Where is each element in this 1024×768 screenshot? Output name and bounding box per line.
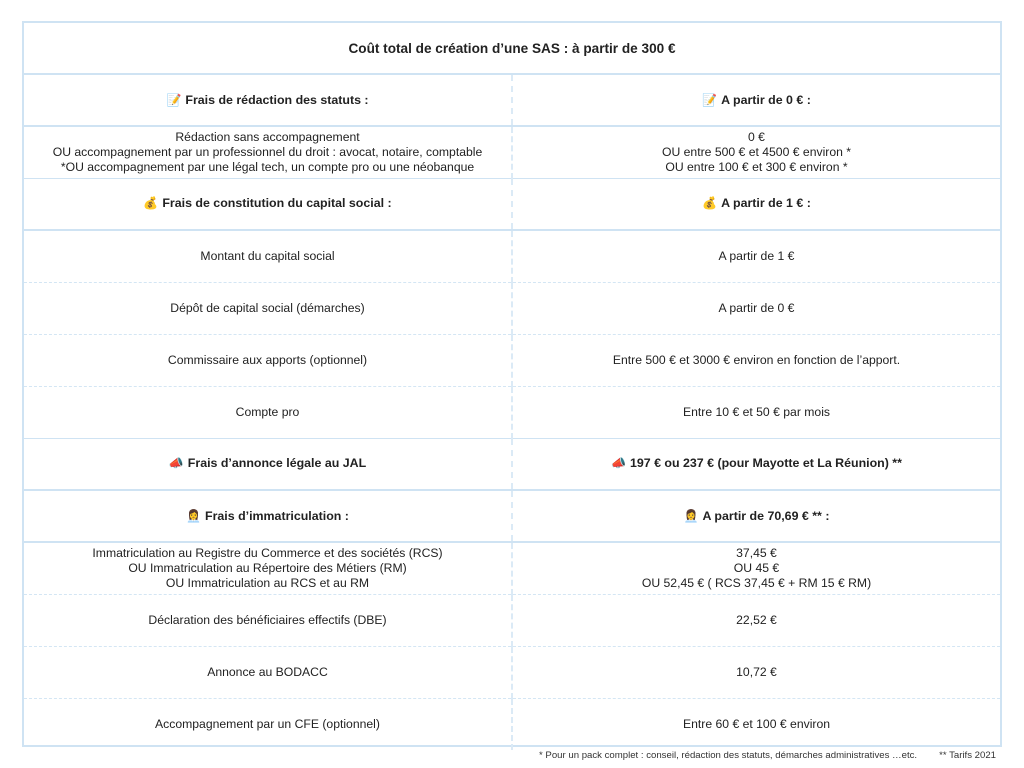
person-office-icon: 👩‍💼	[186, 508, 202, 523]
row-label: Montant du capital social	[24, 230, 512, 282]
row-label: Accompagnement par un CFE (optionnel)	[24, 698, 512, 750]
immatriculation-detail-left: Immatriculation au Registre du Commerce et des sociétés (RCS) OU Immatriculation au Répertoire des Métiers (RM) OU Immatriculation au RCS et au RM	[24, 542, 512, 594]
row-label: Déclaration des bénéficiaires effectifs (DBE)	[24, 594, 512, 646]
footer-note-pack: * Pour un pack complet : conseil, rédaction des statuts, démarches administratives …etc.	[539, 750, 918, 761]
statuts-header-right: 📝 A partir de 0 € :	[512, 74, 1000, 126]
annonce-header-right: 📣 197 € ou 237 € (pour Mayotte et La Réunion) **	[512, 438, 1000, 490]
footer-note-tarifs: ** Tarifs 2021	[939, 750, 996, 761]
section-header-capital	[24, 178, 1000, 230]
footer-notes	[539, 750, 996, 761]
money-bag-icon: 💰	[702, 196, 718, 211]
memo-icon: 📝	[166, 92, 182, 107]
table-row	[24, 386, 1000, 438]
immatriculation-header-left: 👩‍💼 Frais d’immatriculation :	[24, 490, 512, 542]
annonce-header-left: 📣 Frais d’annonce légale au JAL	[24, 438, 512, 490]
row-value: 22,52 €	[512, 594, 1000, 646]
megaphone-icon: 📣	[611, 456, 626, 471]
immatriculation-header-right: 👩‍💼 A partir de 70,69 € ** :	[512, 490, 1000, 542]
megaphone-icon: 📣	[168, 456, 184, 471]
statuts-detail-left: Rédaction sans accompagnement OU accompagnement par un professionnel du droit : avocat, notaire, comptable *OU accompagnement par une légal tech, un compte pro ou une néobanque	[24, 126, 512, 178]
row-value: Entre 500 € et 3000 € environ en fonction de l’apport.	[512, 334, 1000, 386]
statuts-header-left: 📝 Frais de rédaction des statuts :	[24, 74, 512, 126]
row-value: Entre 10 € et 50 € par mois	[512, 386, 1000, 438]
section-header-immatriculation	[24, 490, 1000, 542]
cost-table	[24, 23, 1000, 750]
immatriculation-detail-row	[24, 542, 1000, 594]
capital-header-left: 💰 Frais de constitution du capital social :	[24, 178, 512, 230]
table-row	[24, 282, 1000, 334]
table-row	[24, 698, 1000, 750]
capital-header-right: 💰 A partir de 1 € :	[512, 178, 1000, 230]
table-row	[24, 230, 1000, 282]
row-label: Annonce au BODACC	[24, 646, 512, 698]
row-value: A partir de 0 €	[512, 282, 1000, 334]
immatriculation-detail-right: 37,45 € OU 45 € OU 52,45 € ( RCS 37,45 € + RM 15 € RM)	[512, 542, 1000, 594]
table-row	[24, 646, 1000, 698]
statuts-detail-right: 0 € OU entre 500 € et 4500 € environ * OU entre 100 € et 300 € environ *	[512, 126, 1000, 178]
person-office-icon: 👩‍💼	[683, 508, 699, 523]
row-value: 10,72 €	[512, 646, 1000, 698]
cost-table-container	[22, 21, 1002, 747]
table-row	[24, 334, 1000, 386]
row-value: A partir de 1 €	[512, 230, 1000, 282]
table-title: Coût total de création d’une SAS : à partir de 300 €	[24, 23, 1000, 74]
section-header-annonce	[24, 438, 1000, 490]
row-label: Dépôt de capital social (démarches)	[24, 282, 512, 334]
row-label: Commissaire aux apports (optionnel)	[24, 334, 512, 386]
row-value: Entre 60 € et 100 € environ	[682, 716, 831, 731]
section-header-statuts	[24, 74, 1000, 126]
statuts-detail-row	[24, 126, 1000, 178]
title-row	[24, 23, 1000, 74]
memo-icon: 📝	[702, 92, 718, 107]
row-label: Compte pro	[24, 386, 512, 438]
table-row	[24, 594, 1000, 646]
money-bag-icon: 💰	[143, 196, 159, 211]
